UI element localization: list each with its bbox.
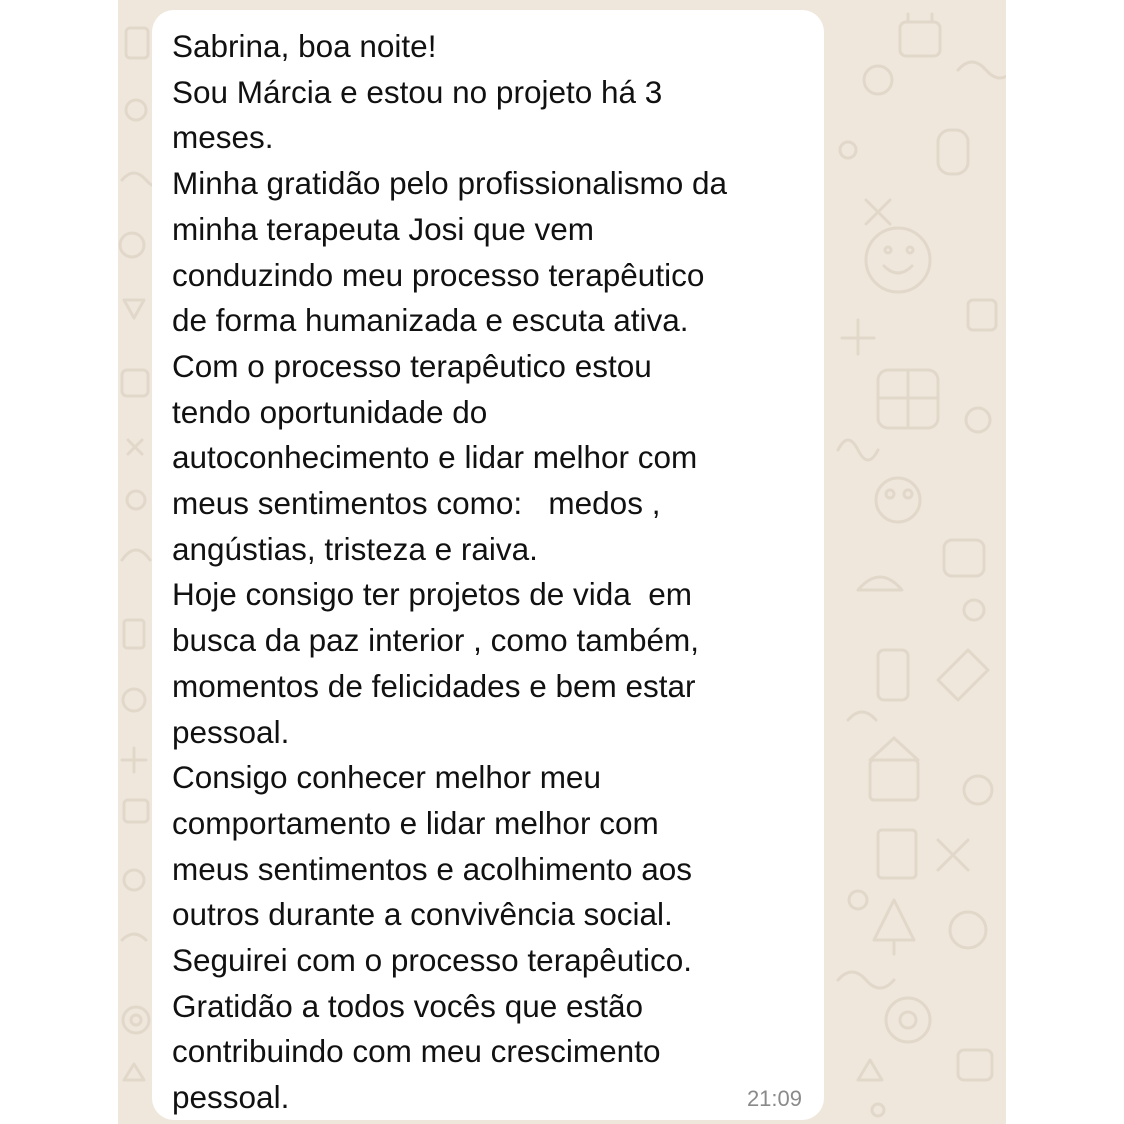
message-line: autoconhecimento e lidar melhor com <box>172 439 698 476</box>
message-line: Hoje consigo ter projetos de vida em <box>172 576 693 613</box>
message-line: tendo oportunidade do <box>172 393 488 430</box>
message-bubble[interactable] <box>152 10 824 1120</box>
message-line: Sou Márcia e estou no projeto há 3 <box>172 73 663 110</box>
message-line: Consigo conhecer melhor meu <box>172 759 601 796</box>
message-text <box>172 24 812 1121</box>
message-line: busca da paz interior , como também, <box>172 622 699 659</box>
message-line: outros durante a convivência social. <box>172 896 673 933</box>
message-line: meus sentimentos e acolhimento aos <box>172 850 693 887</box>
message-line: Minha gratidão pelo profissionalismo da <box>172 165 728 202</box>
message-line: meus sentimentos como: medos , <box>172 485 661 522</box>
message-line: Seguirei com o processo terapêutico. <box>172 942 693 979</box>
message-line: minha terapeuta Josi que vem <box>172 210 594 247</box>
message-line: angústias, tristeza e raiva. <box>172 530 538 567</box>
message-line: Com o processo terapêutico estou <box>172 347 652 384</box>
message-line: comportamento e lidar melhor com <box>172 804 659 841</box>
message-line: de forma humanizada e escuta ativa. <box>172 302 689 339</box>
message-line: contribuindo com meu crescimento <box>172 1033 661 1070</box>
message-timestamp: 21:09 <box>746 1086 802 1111</box>
message-line: momentos de felicidades e bem estar <box>172 667 696 704</box>
message-line: conduzindo meu processo terapêutico <box>172 256 705 293</box>
message-line: Sabrina, boa noite! <box>172 28 437 64</box>
message-line: Gratidão a todos vocês que estão <box>172 987 644 1024</box>
message-line: pessoal. <box>172 1079 290 1116</box>
message-line: pessoal. <box>172 713 290 750</box>
message-line: meses. <box>172 119 274 156</box>
